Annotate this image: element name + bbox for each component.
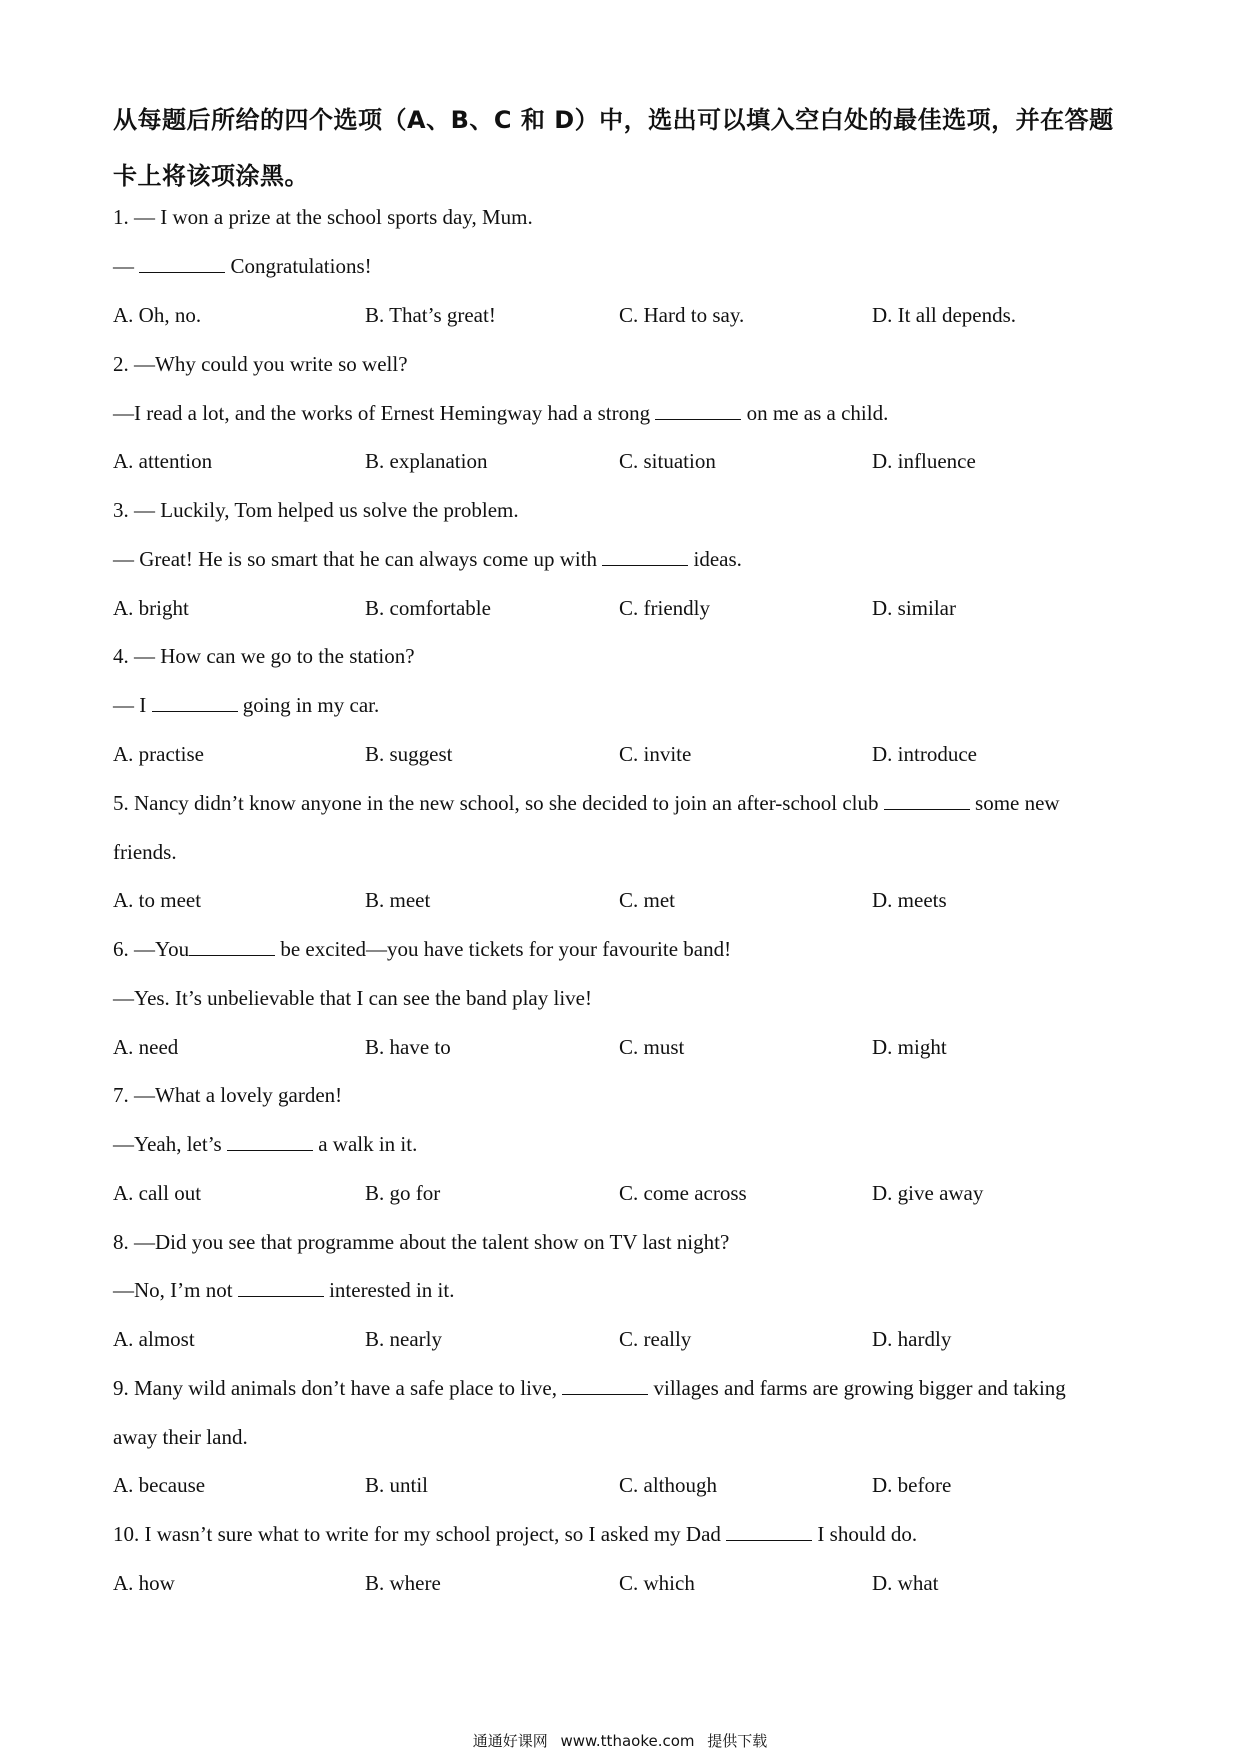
answer-blank	[189, 937, 275, 956]
answer-blank	[655, 401, 741, 420]
option-a: A. call out	[113, 1181, 202, 1205]
option-c: C. friendly	[619, 596, 710, 620]
option-b: B. meet	[365, 888, 431, 912]
footer-site-name: 通通好课网	[472, 1732, 548, 1750]
section-instruction: 从每题后所给的四个选项（A、B、C 和 D）中，选出可以填入空白处的最佳选项，并在答题卡上将该项涂黑。	[113, 106, 1114, 190]
question-6-response: —Yes. It’s unbelievable that I can see the band play live!	[113, 986, 592, 1010]
question-2-response: —I read a lot, and the works of Ernest Hemingway had a strong on me as a child.	[113, 401, 889, 425]
question-3-response: — Great! He is so smart that he can always come up with ideas.	[113, 547, 742, 571]
question-4-response: — I going in my car.	[113, 693, 380, 717]
question-10-prompt: 10. I wasn’t sure what to write for my school project, so I asked my Dad I should do.	[113, 1522, 918, 1546]
option-a: A. because	[113, 1473, 206, 1497]
page-footer	[0, 1731, 1240, 1751]
option-d: D. before	[872, 1473, 952, 1497]
option-b: B. where	[365, 1571, 441, 1595]
option-d: D. similar	[872, 596, 956, 620]
option-c: C. must	[619, 1035, 685, 1059]
option-a: A. attention	[113, 449, 213, 473]
option-c: C. really	[619, 1327, 692, 1351]
option-b: B. until	[365, 1473, 429, 1497]
option-b: B. nearly	[365, 1327, 442, 1351]
footer-note: 提供下载	[707, 1732, 768, 1750]
question-9-continuation: away their land.	[113, 1425, 248, 1449]
option-c: C. situation	[619, 449, 716, 473]
question-8-prompt: 8. —Did you see that programme about the talent show on TV last night?	[113, 1230, 730, 1254]
answer-blank	[152, 693, 238, 712]
option-a: A. practise	[113, 742, 204, 766]
option-b: B. That’s great!	[365, 303, 496, 327]
option-a: A. almost	[113, 1327, 195, 1351]
answer-blank	[884, 791, 970, 810]
footer-url[interactable]: www.tthaoke.com	[560, 1732, 695, 1750]
answer-blank	[227, 1132, 313, 1151]
option-d: D. give away	[872, 1181, 984, 1205]
answer-blank	[562, 1376, 648, 1395]
option-b: B. comfortable	[365, 596, 491, 620]
question-3-prompt: 3. — Luckily, Tom helped us solve the problem.	[113, 498, 519, 522]
option-c: C. which	[619, 1571, 695, 1595]
answer-blank	[726, 1522, 812, 1541]
question-7-prompt: 7. —What a lovely garden!	[113, 1083, 343, 1107]
option-c: C. come across	[619, 1181, 747, 1205]
option-d: D. meets	[872, 888, 947, 912]
answer-blank	[602, 547, 688, 566]
option-b: B. suggest	[365, 742, 453, 766]
option-b: B. have to	[365, 1035, 451, 1059]
option-c: C. although	[619, 1473, 717, 1497]
answer-blank	[139, 254, 225, 273]
question-7-response: —Yeah, let’s a walk in it.	[113, 1132, 418, 1156]
question-5-prompt: 5. Nancy didn’t know anyone in the new school, so she decided to join an after-school club some new	[113, 791, 1060, 815]
option-a: A. need	[113, 1035, 179, 1059]
question-8-response: —No, I’m not interested in it.	[113, 1278, 455, 1302]
option-d: D. what	[872, 1571, 939, 1595]
question-1-response: — Congratulations!	[113, 254, 372, 278]
question-2-prompt: 2. —Why could you write so well?	[113, 352, 408, 376]
question-5-continuation: friends.	[113, 840, 177, 864]
option-d: D. influence	[872, 449, 976, 473]
option-b: B. go for	[365, 1181, 441, 1205]
option-a: A. how	[113, 1571, 175, 1595]
question-1-prompt: 1. — I won a prize at the school sports day, Mum.	[113, 205, 533, 229]
option-c: C. met	[619, 888, 675, 912]
option-a: A. bright	[113, 596, 189, 620]
option-c: C. Hard to say.	[619, 303, 745, 327]
option-d: D. introduce	[872, 742, 977, 766]
option-d: D. might	[872, 1035, 947, 1059]
answer-blank	[238, 1278, 324, 1297]
option-b: B. explanation	[365, 449, 488, 473]
question-4-prompt: 4. — How can we go to the station?	[113, 644, 415, 668]
option-a: A. Oh, no.	[113, 303, 202, 327]
question-6-prompt: 6. —You be excited—you have tickets for your favourite band!	[113, 937, 732, 961]
option-a: A. to meet	[113, 888, 202, 912]
option-c: C. invite	[619, 742, 692, 766]
option-d: D. It all depends.	[872, 303, 1017, 327]
question-9-prompt: 9. Many wild animals don’t have a safe place to live, villages and farms are growing bigger and taking	[113, 1376, 1066, 1400]
option-d: D. hardly	[872, 1327, 952, 1351]
